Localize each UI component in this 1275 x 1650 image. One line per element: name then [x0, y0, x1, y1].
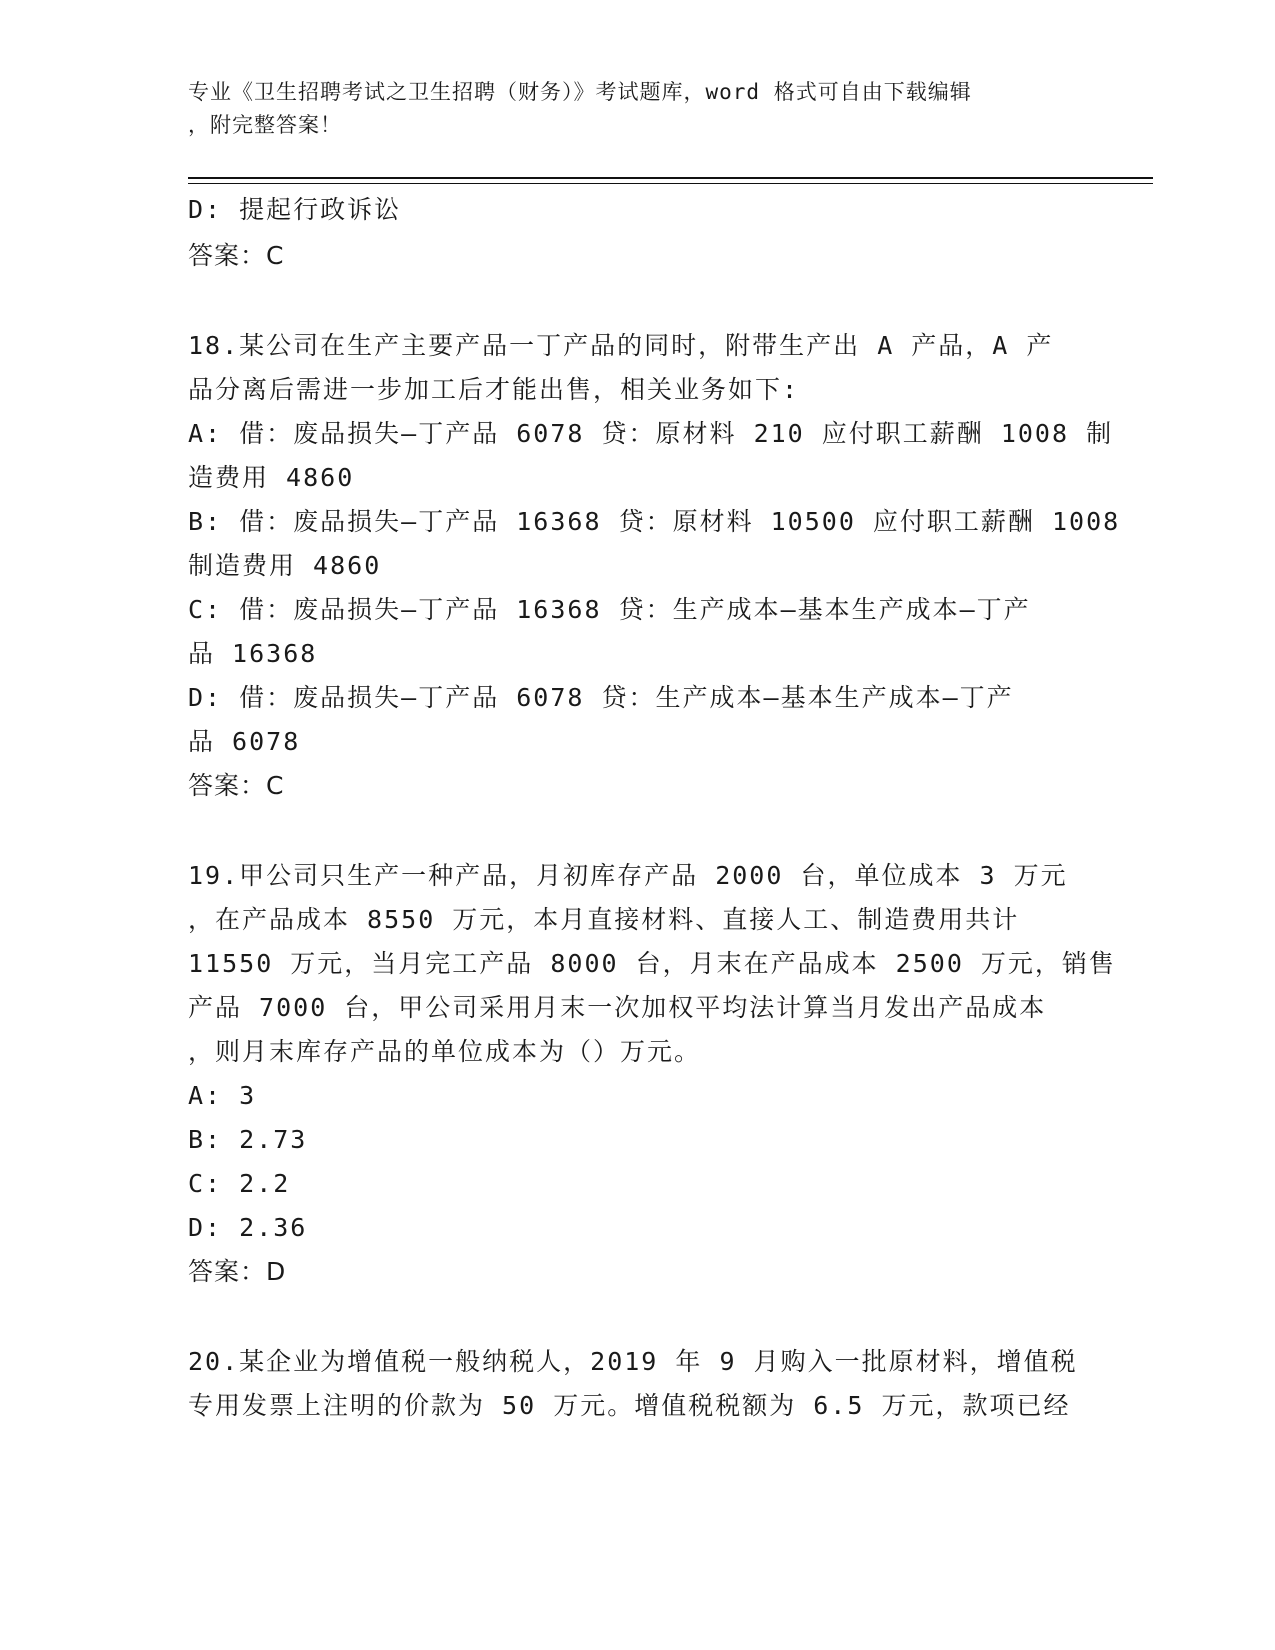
- prev-option-d: D: 提起行政诉讼: [188, 195, 402, 224]
- q18-answer: 答案：C: [188, 771, 285, 800]
- q18-option-d-line-2: 品 6078: [188, 727, 301, 756]
- q19-stem-line-5: ，则月末库存产品的单位成本为（）万元。: [188, 1037, 702, 1066]
- q18-stem-line-2: 品分离后需进一步加工后才能出售，相关业务如下:: [188, 375, 800, 404]
- document-header: [188, 76, 1088, 142]
- q19-option-c: C: 2.2: [188, 1169, 291, 1198]
- q18-option-b-line-1: B: 借：废品损失—丁产品 16368 贷：原材料 10500 应付职工薪酬 1008: [188, 507, 1121, 536]
- q19-answer: 答案：D: [188, 1257, 287, 1286]
- q18-stem-line-1: 18.某公司在生产主要产品一丁产品的同时，附带生产出 A 产品，A 产: [188, 331, 1054, 360]
- q20-stem-line-1: 20.某企业为增值税一般纳税人，2019 年 9 月购入一批原材料，增值税: [188, 1347, 1078, 1376]
- q19-option-d: D: 2.36: [188, 1213, 308, 1242]
- header-rule-thin: [188, 183, 1153, 184]
- q18-option-c-line-1: C: 借：废品损失—丁产品 16368 贷：生产成本—基本生产成本—丁产: [188, 595, 1031, 624]
- q18-option-b-line-2: 制造费用 4860: [188, 551, 382, 580]
- q18-option-c-line-2: 品 16368: [188, 639, 318, 668]
- q19-stem-line-1: 19.甲公司只生产一种产品，月初库存产品 2000 台，单位成本 3 万元: [188, 861, 1068, 890]
- header-line-1: 专业《卫生招聘考试之卫生招聘（财务）》考试题库，word 格式可自由下载编辑: [188, 80, 972, 104]
- prev-answer: 答案：C: [188, 241, 285, 270]
- q19-stem-line-3: 11550 万元，当月完工产品 8000 台，月末在产品成本 2500 万元，销售: [188, 949, 1116, 978]
- q19-option-b: B: 2.73: [188, 1125, 308, 1154]
- q18-option-d-line-1: D: 借：废品损失—丁产品 6078 贷：生产成本—基本生产成本—丁产: [188, 683, 1014, 712]
- q18-option-a-line-1: A: 借：废品损失—丁产品 6078 贷：原材料 210 应付职工薪酬 1008 制: [188, 419, 1114, 448]
- q18-option-a-line-2: 造费用 4860: [188, 463, 355, 492]
- header-rule-thick: [188, 177, 1153, 179]
- q19-stem-line-2: ，在产品成本 8550 万元，本月直接材料、直接人工、制造费用共计: [188, 905, 1020, 934]
- q20-stem-line-2: 专用发票上注明的价款为 50 万元。增值税税额为 6.5 万元，款项已经: [188, 1391, 1071, 1420]
- header-line-2: ，附完整答案！: [188, 113, 342, 137]
- q19-option-a: A: 3: [188, 1081, 257, 1110]
- q19-stem-line-4: 产品 7000 台，甲公司采用月末一次加权平均法计算当月发出产品成本: [188, 993, 1047, 1022]
